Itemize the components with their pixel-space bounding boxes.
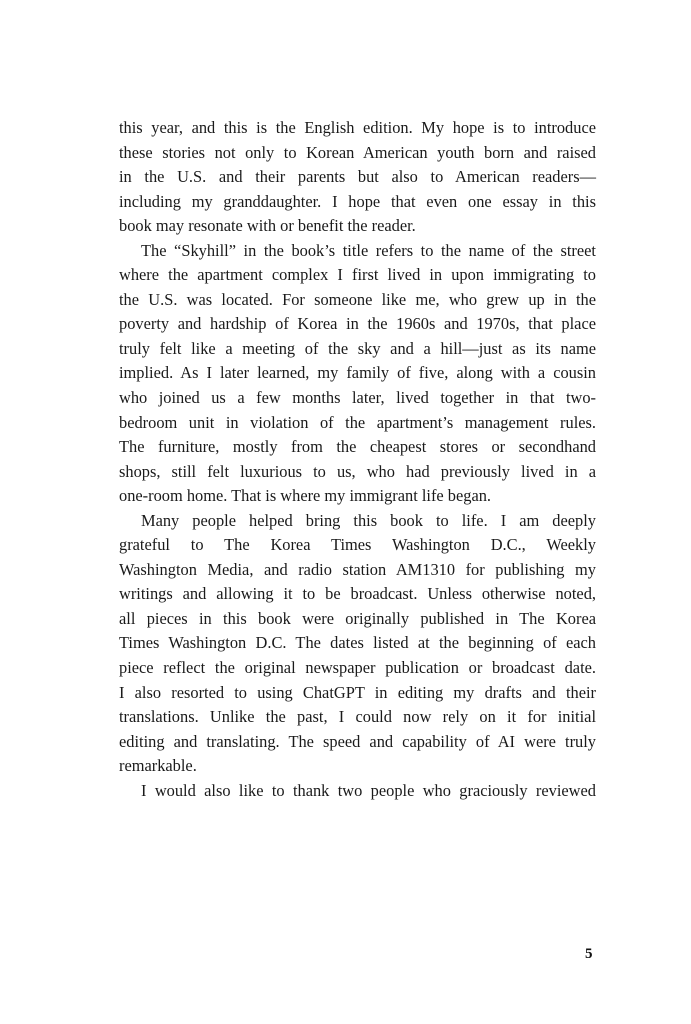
text-line: I would also like to thank two people who graciously reviewed: [141, 780, 596, 800]
text-line: translations. Unlike the past, I could now rely on it for initial: [119, 707, 596, 727]
text-line: poverty and hardship of Korea in the 1960s and 1970s, that place: [119, 314, 596, 334]
paragraph: [119, 779, 596, 804]
text-line: this year, and this is the English edition. My hope is to introduce: [119, 118, 596, 137]
text-line: the U.S. was located. For someone like me, who grew up in the: [119, 289, 596, 309]
text-line: The “Skyhill” in the book’s title refers to the name of the street: [141, 240, 596, 260]
text-line: implied. As I later learned, my family of five, along with a cousin: [119, 363, 596, 383]
text-line: all pieces in this book were originally published in The Korea: [119, 608, 596, 628]
body-text: [119, 116, 596, 803]
text-line: where the apartment complex I first lived in upon immigrating to: [119, 265, 596, 285]
text-line: who joined us a few months later, lived together in that two-: [119, 388, 596, 408]
text-line: Times Washington D.C. The dates listed at the beginning of each: [119, 633, 596, 653]
text-line: editing and translating. The speed and capability of AI were truly: [119, 731, 596, 751]
text-line: truly felt like a meeting of the sky and a hill—just as its name: [119, 338, 596, 358]
paragraph: [119, 509, 596, 779]
text-line: in the U.S. and their parents but also to American readers—: [119, 167, 596, 187]
paragraph: [119, 116, 596, 239]
text-line: bedroom unit in violation of the apartment’s management rules.: [119, 412, 596, 432]
text-line: The furniture, mostly from the cheapest stores or secondhand: [119, 437, 596, 457]
text-line: Washington Media, and radio station AM1310 for publishing my: [119, 559, 596, 579]
text-line: shops, still felt luxurious to us, who had previously lived in a: [119, 461, 596, 481]
text-line: piece reflect the original newspaper publication or broadcast date.: [119, 658, 596, 678]
paragraph: [119, 239, 596, 509]
text-line: these stories not only to Korean American youth born and raised: [119, 142, 596, 162]
text-line: Many people helped bring this book to life. I am deeply: [141, 510, 596, 530]
text-line: remarkable.: [119, 756, 197, 776]
text-line: book may resonate with or benefit the reader.: [119, 216, 416, 236]
text-line: one-room home. That is where my immigrant life began.: [119, 486, 492, 506]
text-line: I also resorted to using ChatGPT in editing my drafts and their: [119, 682, 596, 702]
text-line: grateful to The Korea Times Washington D.C., Weekly: [119, 535, 596, 555]
text-line: including my granddaughter. I hope that even one essay in this: [119, 191, 596, 211]
text-line: writings and allowing it to be broadcast. Unless otherwise noted,: [119, 584, 596, 604]
page-number: 5: [585, 946, 593, 962]
